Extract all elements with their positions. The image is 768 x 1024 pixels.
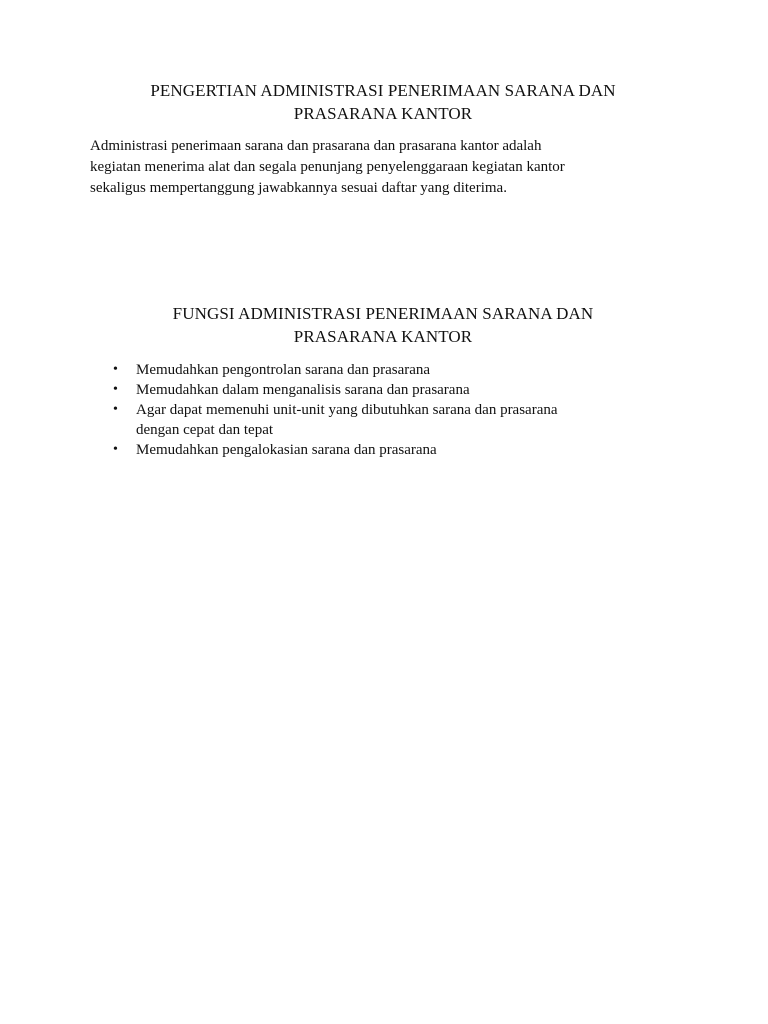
section-1-heading bbox=[90, 79, 676, 125]
list-item bbox=[113, 360, 693, 380]
list-item-text-continued: dengan cepat dan tepat bbox=[136, 422, 274, 438]
list-item bbox=[113, 440, 693, 460]
bullet-icon: • bbox=[113, 402, 118, 417]
paragraph-line-2: kegiatan menerima alat dan segala penunjang penyelenggaraan kegiatan kantor bbox=[90, 159, 565, 175]
paragraph-line-1: Administrasi penerimaan sarana dan prasarana dan prasarana kantor adalah bbox=[90, 138, 542, 154]
section-2-heading-line-1: FUNGSI ADMINISTRASI PENERIMAAN SARANA DAN bbox=[172, 304, 594, 323]
list-item-text: Agar dapat memenuhi unit-unit yang dibutuhkan sarana dan prasarana bbox=[136, 402, 558, 418]
section-2-heading bbox=[90, 302, 676, 348]
list-item-text: Memudahkan dalam menganalisis sarana dan prasarana bbox=[136, 382, 470, 398]
section-2-heading-line-2: PRASARANA KANTOR bbox=[293, 327, 473, 346]
paragraph-line-3: sekaligus mempertanggung jawabkannya sesuai daftar yang diterima. bbox=[90, 180, 507, 196]
section-1-paragraph bbox=[90, 136, 690, 199]
bullet-icon: • bbox=[113, 362, 118, 377]
section-1-heading-line-1: PENGERTIAN ADMINISTRASI PENERIMAAN SARANA DAN bbox=[150, 81, 616, 100]
list-item-text: Memudahkan pengalokasian sarana dan prasarana bbox=[136, 442, 437, 458]
list-item bbox=[113, 400, 693, 440]
bullet-icon: • bbox=[113, 382, 118, 397]
list-item-text: Memudahkan pengontrolan sarana dan prasarana bbox=[136, 362, 431, 378]
section-1-heading-line-2: PRASARANA KANTOR bbox=[293, 104, 473, 123]
list-item bbox=[113, 380, 693, 400]
function-list bbox=[113, 360, 693, 460]
bullet-icon: • bbox=[113, 442, 118, 457]
